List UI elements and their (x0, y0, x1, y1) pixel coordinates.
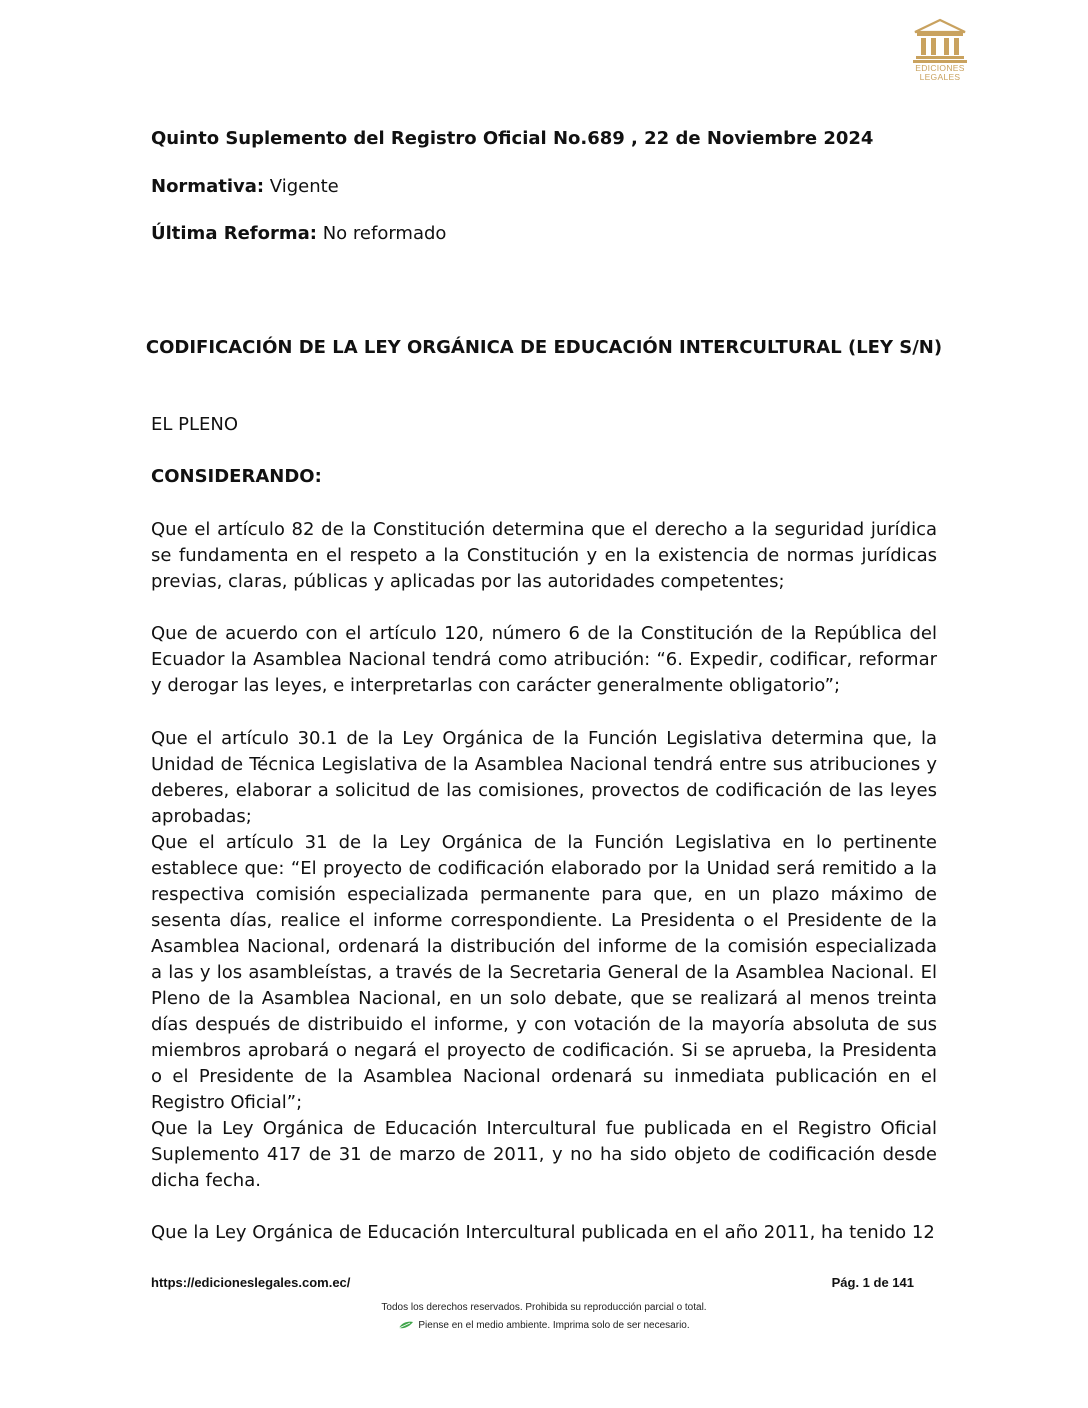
pleno-heading: EL PLENO (151, 414, 239, 435)
supplement-heading: Quinto Suplemento del Registro Oficial No.689 , 22 de Noviembre 2024 (151, 128, 874, 149)
footer-environment-notice (0, 1320, 1088, 1331)
paragraph: Que la Ley Orgánica de Educación Intercultural fue publicada en el Registro Oficial Suplemento 417 de 31 de marzo de 2011, y no ha sido objeto de codificación desde dicha fecha. (151, 1118, 937, 1191)
reforma-label: Última Reforma: (151, 223, 317, 244)
temple-columns-icon (912, 18, 968, 64)
ediciones-legales-logo (908, 18, 972, 92)
leaf-icon (398, 1321, 414, 1330)
paragraph: Que el artículo 82 de la Constitución determina que el derecho a la seguridad jurídica se fundamenta en el respeto a la Constitución y en la existencia de normas jurídicas previas, claras, públicas y aplicadas por las autoridades competentes; (151, 519, 937, 592)
reforma-line (151, 223, 446, 244)
normativa-label: Normativa: (151, 176, 265, 197)
reforma-value: No reformado (316, 223, 447, 244)
normativa-line (151, 176, 339, 197)
logo-text-line2: LEGALES (919, 72, 961, 82)
logo-text-line1: EDICIONES (915, 63, 965, 73)
considerando-heading: CONSIDERANDO: (151, 466, 322, 487)
normativa-value: Vigente (264, 176, 339, 197)
paragraph: Que de acuerdo con el artículo 120, número 6 de la Constitución de la República del Ecuador la Asamblea Nacional tendrá como atribución: “6. Expedir, codificar, reformar y derogar las leyes, e interpretarlas con carácter generalmente obligatorio”; (151, 623, 937, 696)
page-number: Pág. 1 de 141 (831, 1275, 914, 1290)
document-title: CODIFICACIÓN DE LA LEY ORGÁNICA DE EDUCACIÓN INTERCULTURAL (LEY S/N) (145, 337, 943, 358)
footer-rights-notice: Todos los derechos reservados. Prohibida su reproducción parcial o total. (381, 1302, 707, 1313)
paragraph: Que el artículo 30.1 de la Ley Orgánica de la Función Legislativa determina que, la Unidad de Técnica Legislativa de la Asamblea Nacional tendrá entre sus atribuciones y deberes, elaborar a solicitud de las comisiones, provectos de codificación de las leyes aprobadas; (151, 728, 937, 827)
paragraph: Que la Ley Orgánica de Educación Intercultural publicada en el año 2011, ha tenido 12 (151, 1222, 935, 1243)
footer-url-link[interactable]: https://edicioneslegales.com.ec/ (151, 1275, 351, 1290)
paragraph: Que el artículo 31 de la Ley Orgánica de la Función Legislativa en lo pertinente establece que: “El proyecto de codificación elaborado por la Unidad será remitido a la respectiva comisión especializada permanente para que, en un plazo máximo de sesenta días, realice el informe correspondiente. La Presidenta o el Presidente de la Asamblea Nacional, ordenará la distribución del informe de la comisión especializada a las y los asambleístas, a través de la Secretaria General de la Asamblea Nacional. El Pleno de la Asamblea Nacional, en un solo debate, que se realizará al menos treinta días después de distribuido el informe, y con votación de la mayoría absoluta de sus miembros aprobará o negará el proyecto de codificación. Si se aprueba, la Presidenta o el Presidente de la Asamblea Nacional ordenará su inmediata publicación en el Registro Oficial”; (151, 832, 937, 1113)
footer-environment-text: Piense en el medio ambiente. Imprima solo de ser necesario. (418, 1320, 690, 1331)
